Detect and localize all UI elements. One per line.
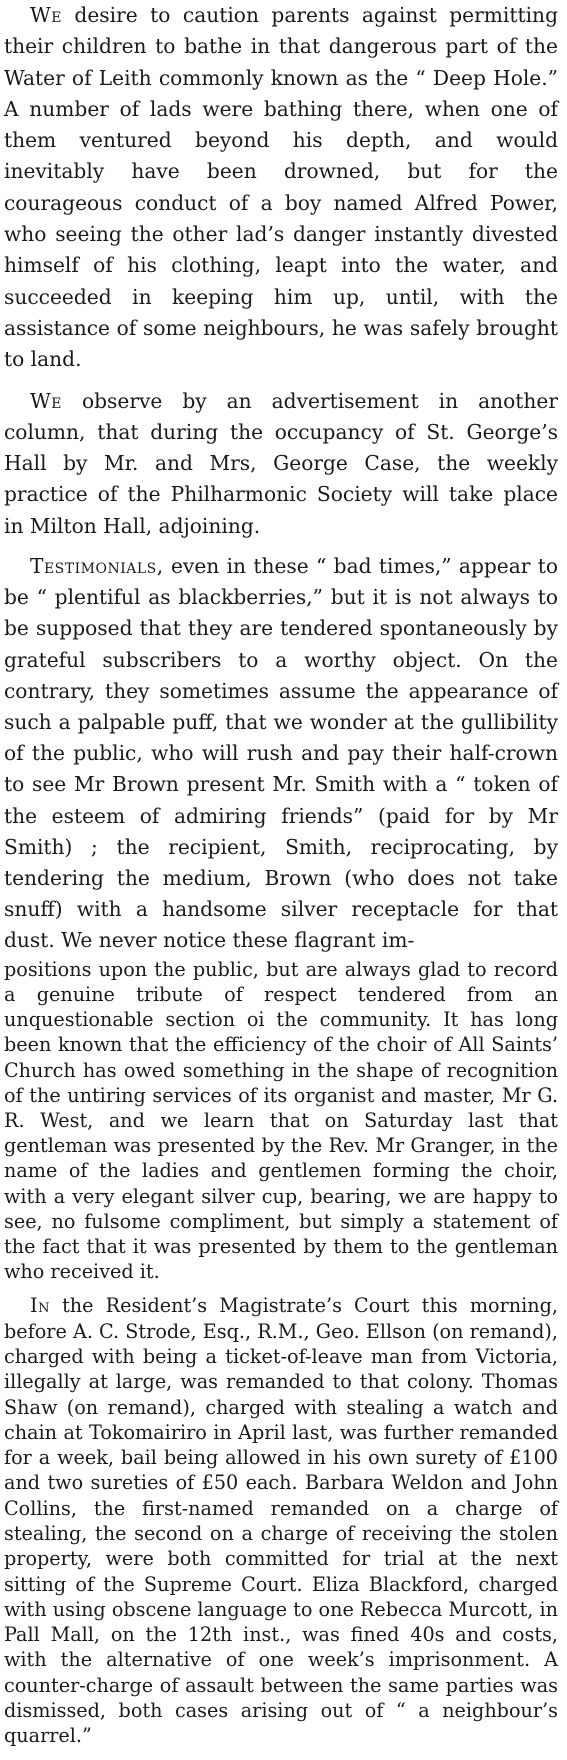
paragraph-text-continued: positions upon the public, but are always glad to record a genuine tribute of respect tendered from an unquestionable section oi the community. It has long been known that the efficiency of the choir of All Saints’ Church has owed something in the shape of recognition of the untiring services of its organist and master, Mr G. R. West, and we learn that on Saturday last that gentleman was presented by the Rev. Mr Granger, in the name of the ladies and gentlemen forming the choir, with a very elegant silver cup, bearing, we are happy to see, no fulsome compliment, but simply a statement of the fact that it was presented by them to the gentleman who received it. [4,957,558,1284]
newspaper-column [4,0,558,1749]
paragraph-text: even in these “ bad times,” appear to be “ plentiful as blackberries,” but it is not always to be supposed that they are tendered spontaneously by grateful subscribers to a worthy object. On the contrary, they sometimes assume the appearance of such a palpable puff, that we wonder at the gullibility of the public, who will rush and pay their half-crown to see Mr Brown present Mr. Smith with a “ token of the esteem of admiring friends” (paid for by Mr Smith) ; the recipient, Smith, reciprocating, by tendering the medium, Brown (who does not take snuff) with a handsome silver receptacle for that dust. We never notice these flagrant im- [4,554,558,953]
paragraph-deep-hole [4,0,558,376]
paragraph-magistrates-court [4,1293,558,1748]
paragraph-philharmonic [4,386,558,542]
paragraph-lead-word: We [30,388,62,413]
paragraph-testimonials [4,551,558,1284]
paragraph-text: the Resident’s Magistrate’s Court this morning, before A. C. Strode, Esq., R.M., Geo. Ellson (on remand), charged with being a ticket-of-leave man from Victoria, illegally at large, was remanded to that colony. Thomas Shaw (on remand), charged with stealing a watch and chain at Tokomairiro in April last, was further remanded for a week, bail being allowed in his own surety of £100 and two sureties of £50 each. Barbara Weldon and John Collins, the first-named remanded on a charge of stealing, the second on a charge of receiving the stolen property, were both committed for trial at the next sitting of the Supreme Court. Eliza Blackford, charged with using obscene language to one Rebecca Murcott, in Pall Mall, on the 12th inst., was fined 40s and costs, with the alternative of one week’s imprisonment. A counter-charge of assault between the same parties was dismissed, both cases arising out of “ a neighbour’s quarrel.” [4,1294,558,1748]
paragraph-lead-word: Testimonials, [30,554,164,579]
paragraph-text: observe by an advertisement in another column, that during the occupancy of St. George’s Hall by Mr. and Mrs, George Case, the weekly practice of the Philharmonic Society will take place in Milton Hall, adjoining. [4,388,558,538]
paragraph-lead-word: We [30,3,62,27]
paragraph-text: desire to caution parents against permitting their children to bathe in that dangerous part of the Water of Leith commonly known as the “ Deep Hole.” A number of lads were bathing there, when one of them ventured beyond his depth, and would inevitably have been drowned, but for the courageous conduct of a boy named Alfred Power, who seeing the other lad’s danger instantly divested himself of his clothing, leapt into the water, and succeeded in keeping him up, until, with the assistance of some neighbours, he was safely brought to land. [4,3,558,372]
paragraph-lead-word: In [30,1294,50,1318]
